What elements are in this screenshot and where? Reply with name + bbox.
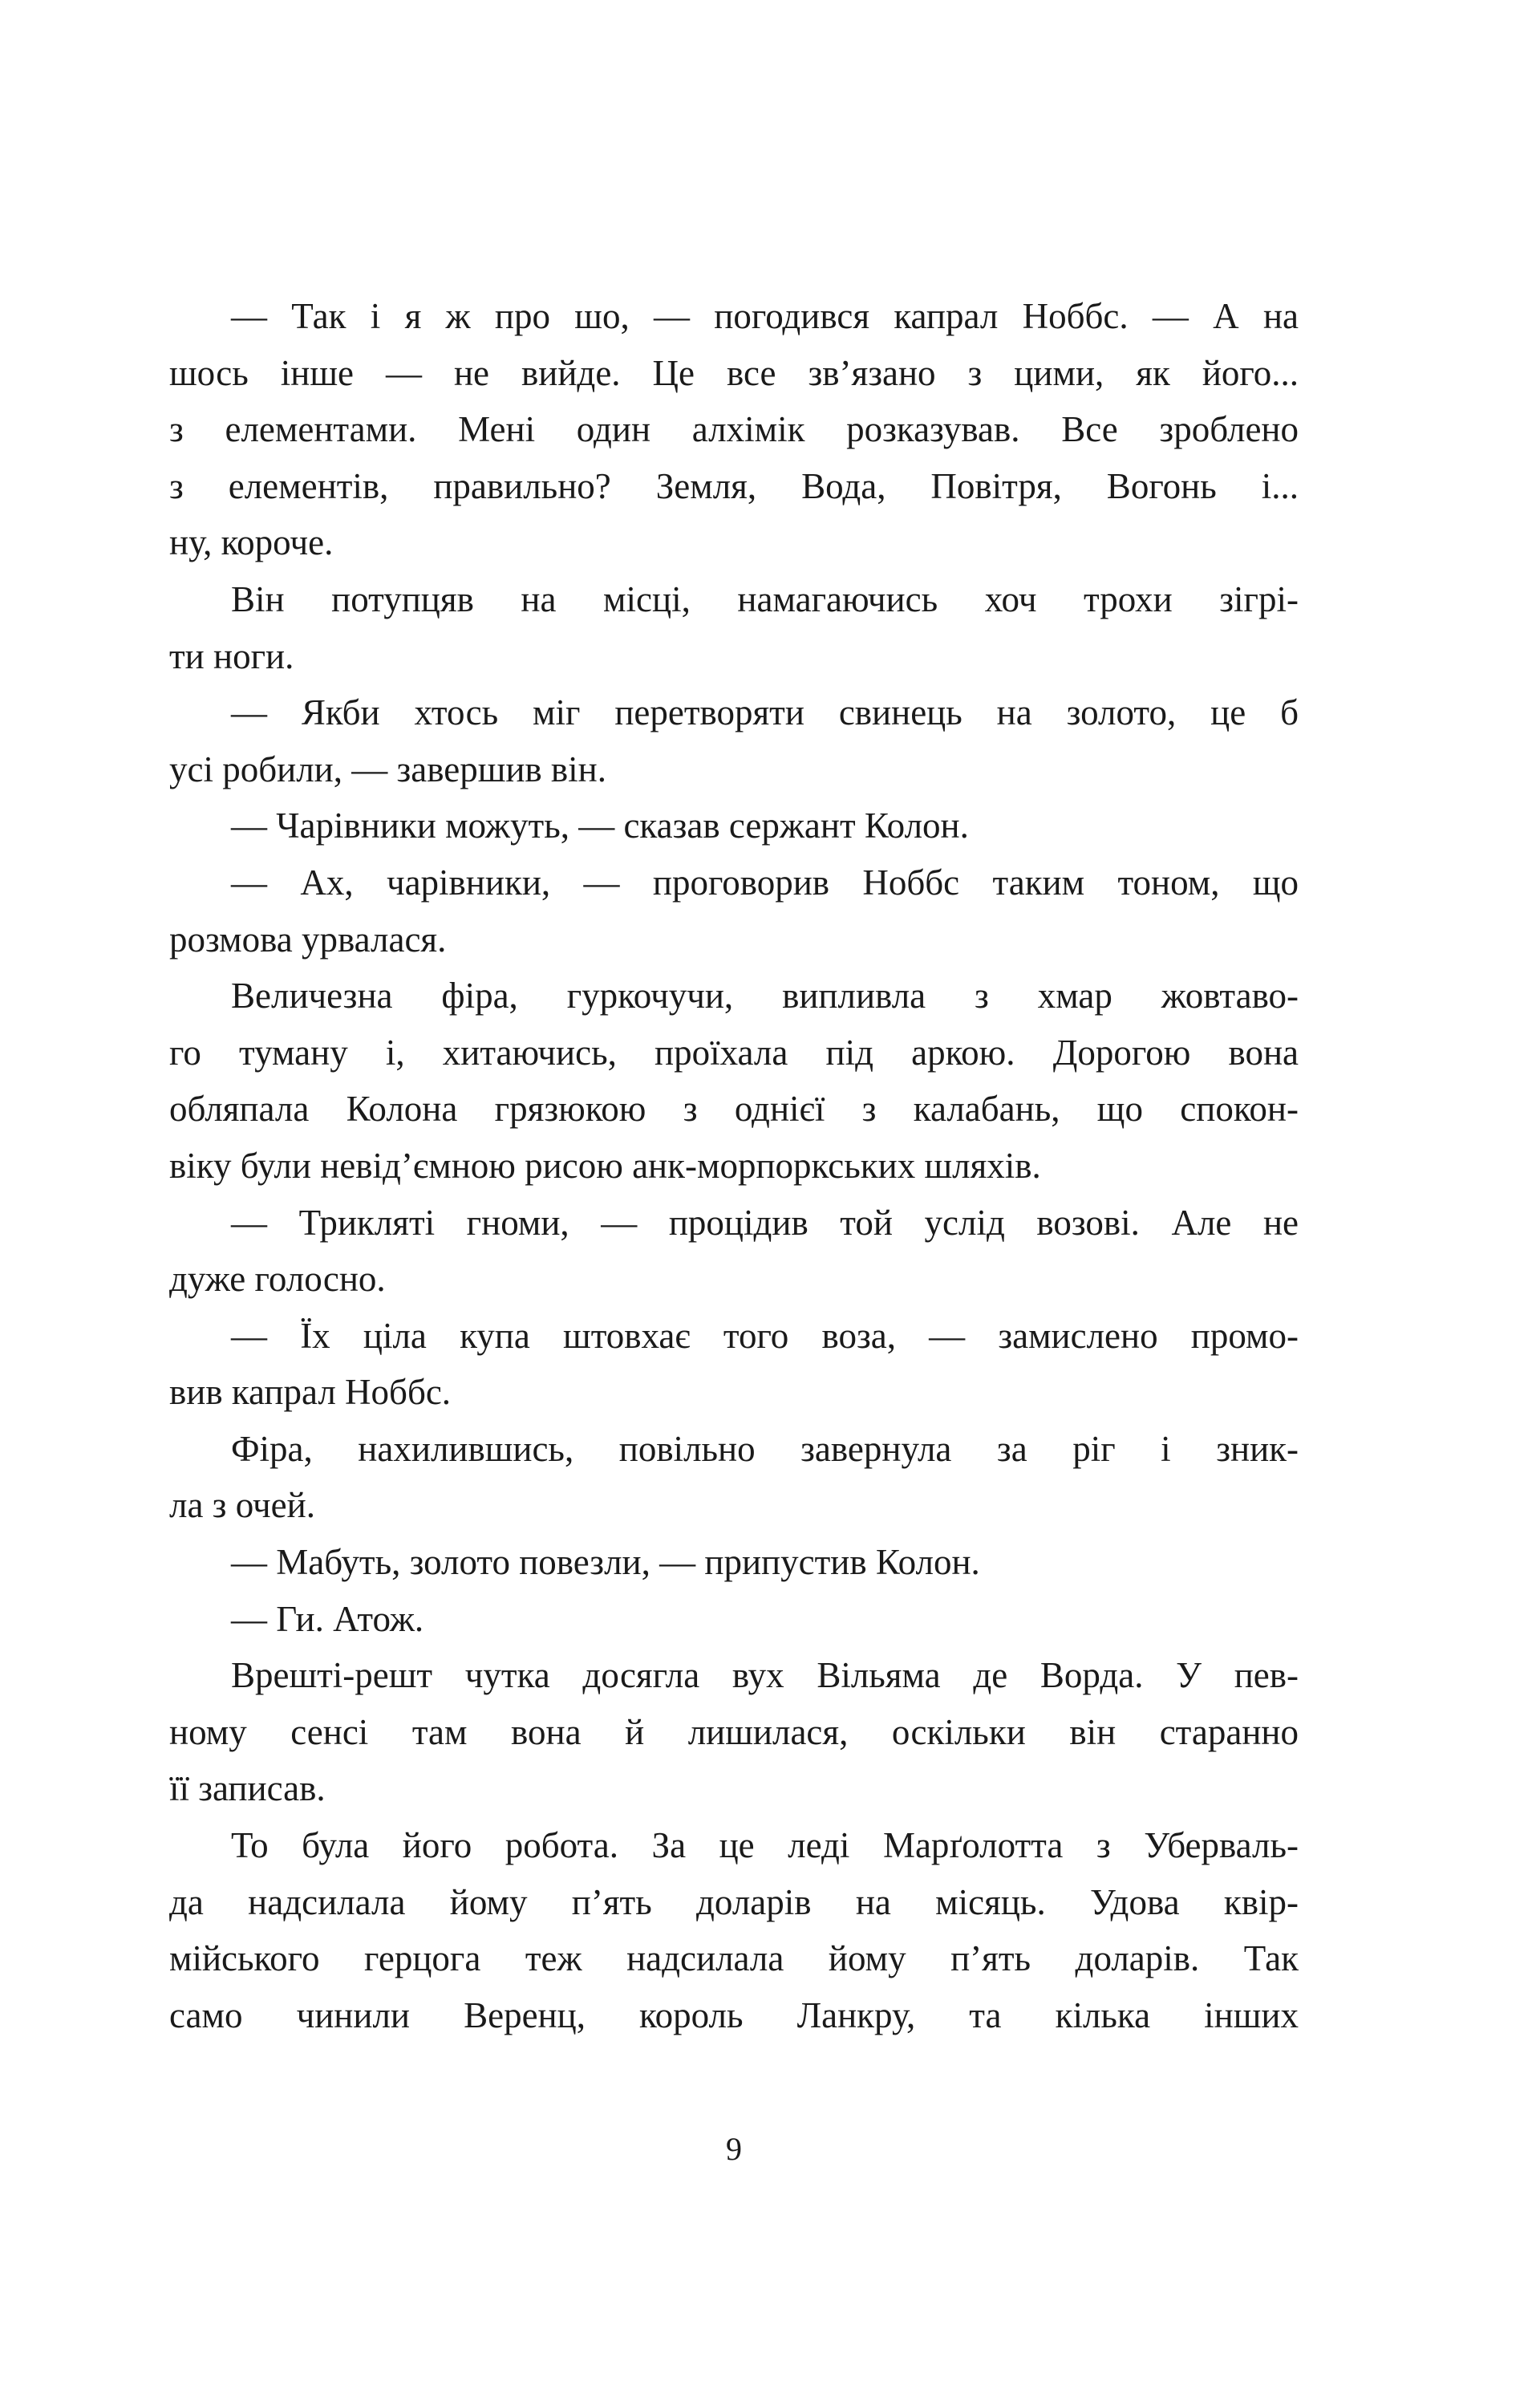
text-line: Фіра, нахилившись, повільно завернула за ріг і зник- xyxy=(231,1428,1299,1469)
text-line: вив капрал Ноббс. xyxy=(169,1372,452,1413)
text-line: — Їх ціла купа штовхає того воза, — замислено промо- xyxy=(231,1315,1299,1356)
paragraph xyxy=(169,1308,1299,1421)
text-line: її записав. xyxy=(169,1768,326,1809)
paragraph xyxy=(169,571,1299,684)
text-line: мійського герцога теж надсилала йому п’ять доларів. Так xyxy=(169,1938,1299,1979)
text-line: дуже голосно. xyxy=(169,1259,386,1300)
text-line: да надсилала йому п’ять доларів на місяць. Удова квір- xyxy=(169,1881,1299,1922)
text-line: Величезна фіра, гуркочучи, випливла з хмар жовтаво- xyxy=(231,976,1299,1016)
text-line: То була його робота. За це леді Марґолотта з Уберваль- xyxy=(231,1825,1299,1866)
paragraph xyxy=(169,684,1299,797)
text-line: обляпала Колона грязюкою з однієї з калабань, що спокон- xyxy=(169,1089,1299,1130)
paragraph xyxy=(169,1591,1299,1648)
text-line: ному сенсі там вона й лишилася, оскільки він старанно xyxy=(169,1711,1299,1752)
page-number: 9 xyxy=(726,2131,742,2167)
text-line: ти ноги. xyxy=(169,635,294,676)
text-line: розмова урвалася. xyxy=(169,919,447,960)
paragraph xyxy=(169,797,1299,854)
text-line: — Так і я ж про шо, — погодився капрал Ноббс. — А на xyxy=(231,296,1299,336)
paragraph xyxy=(169,1421,1299,1534)
paragraph xyxy=(169,968,1299,1194)
text-line: — Ги. Атож. xyxy=(231,1598,424,1639)
text-line: з елементів, правильно? Земля, Вода, Повітря, Вогонь і... xyxy=(169,465,1299,506)
text-line: Врешті-решт чутка досягла вух Вільяма де Ворда. У пев- xyxy=(231,1655,1299,1696)
text-line: само чинили Веренц, король Ланкру, та кілька інших xyxy=(169,1994,1299,2035)
paragraph xyxy=(169,288,1299,571)
text-line: — Мабуть, золото повезли, — припустив Колон. xyxy=(231,1542,980,1583)
text-line: го туману і, хитаючись, проїхала під аркою. Дорогою вона xyxy=(169,1032,1299,1073)
text-line: — Якби хтось міг перетворяти свинець на золото, це б xyxy=(231,692,1299,733)
paragraph xyxy=(169,1817,1299,2043)
paragraph xyxy=(169,1195,1299,1308)
text-line: Він потупцяв на місці, намагаючись хоч трохи зігрі- xyxy=(231,578,1299,619)
paragraph xyxy=(169,1534,1299,1591)
text-line: ла з очей. xyxy=(169,1485,315,1526)
text-line: — Ах, чарівники, — проговорив Ноббс таким тоном, що xyxy=(231,862,1299,903)
text-line: з елементами. Мені один алхімік розказував. Все зроблено xyxy=(169,409,1299,450)
text-line: усі робили, — завершив він. xyxy=(169,749,607,789)
text-line: ну, короче. xyxy=(169,522,334,563)
text-line: шось інше — не вийде. Це все зв’язано з цими, як його... xyxy=(169,352,1299,393)
text-line: віку були невід’ємною рисою анк-морпоркських шляхів. xyxy=(169,1145,1041,1186)
text-line: — Чарівники можуть, — сказав сержант Колон. xyxy=(231,805,969,846)
body-text xyxy=(169,288,1299,2043)
paragraph xyxy=(169,1647,1299,1817)
text-line: — Трикляті гноми, — процідив той услід возові. Але не xyxy=(231,1202,1299,1243)
paragraph xyxy=(169,854,1299,968)
